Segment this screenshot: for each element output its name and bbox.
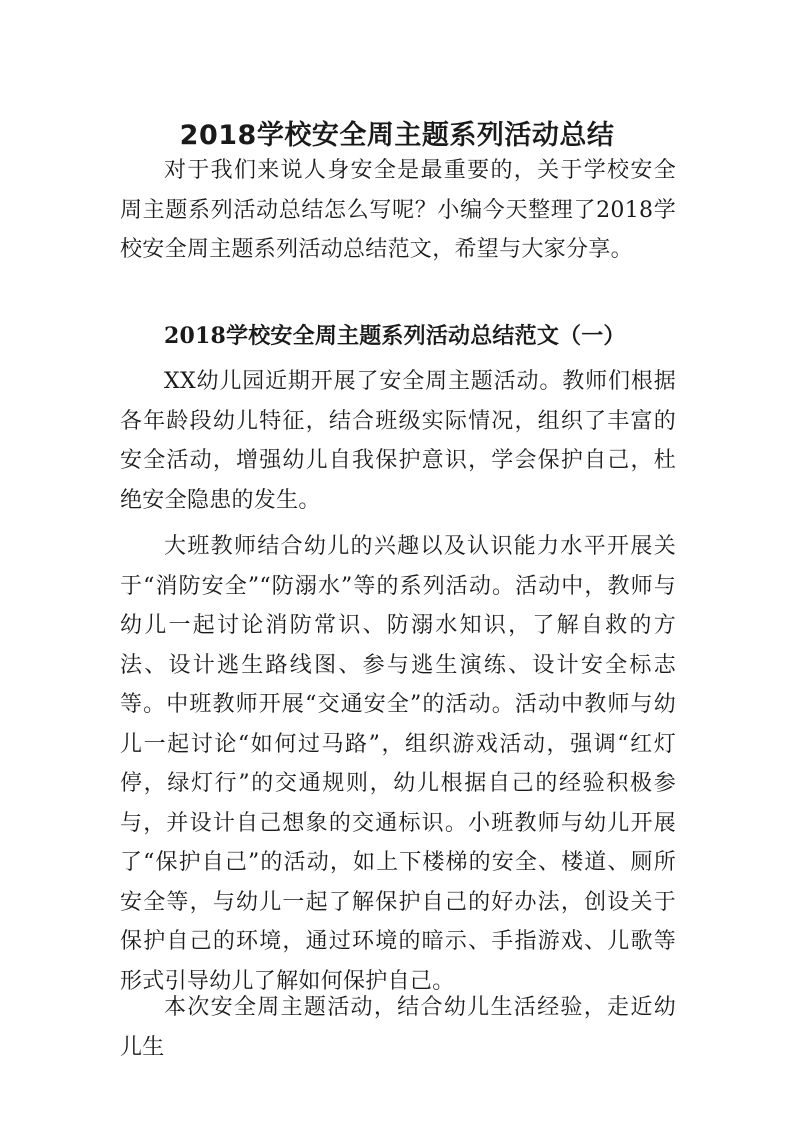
body-paragraph-2: 大班教师结合幼儿的兴趣以及认识能力水平开展关于“消防安全”“防溺水”等的系列活动。活动中，教师与幼儿一起讨论消防常识、防溺水知识，了解自救的方法、设计逃生路线图、参与逃生演练、设计安全标志等。中班教师开展“交通安全”的活动。活动中教师与幼儿一起讨论“如何过马路”，组织游戏活动，强调“红灯停，绿灯行”的交通规则，幼儿根据自己的经验积极参与，并设计自己想象的交通标识。小班教师与幼儿开展了“保护自己”的活动，如上下楼梯的安全、楼道、厕所安全等，与幼儿一起了解保护自己的好办法，创设关于保护自己的环境，通过环境的暗示、手指游戏、儿歌等形式引导幼儿了解如何保护自己。 — [120, 534, 676, 994]
body-paragraph-1: XX幼儿园近期开展了安全周主题活动。教师们根据各年龄段幼儿特征，结合班级实际情况，组织了丰富的安全活动，增强幼儿自我保护意识，学会保护自己，杜绝安全隐患的发生。 — [120, 369, 676, 513]
document-title: 2018学校安全周主题系列活动总结 — [179, 120, 615, 152]
section-heading: 2018学校安全周主题系列活动总结范文（一） — [164, 323, 626, 349]
body-paragraph-3: 本次安全周主题活动，结合幼儿生活经验，走近幼儿生 — [120, 995, 676, 1060]
intro-paragraph: 对于我们来说人身安全是最重要的，关于学校安全周主题系列活动总结怎么写呢？小编今天整理了2018学校安全周主题系列活动总结范文，希望与大家分享。 — [120, 158, 676, 262]
